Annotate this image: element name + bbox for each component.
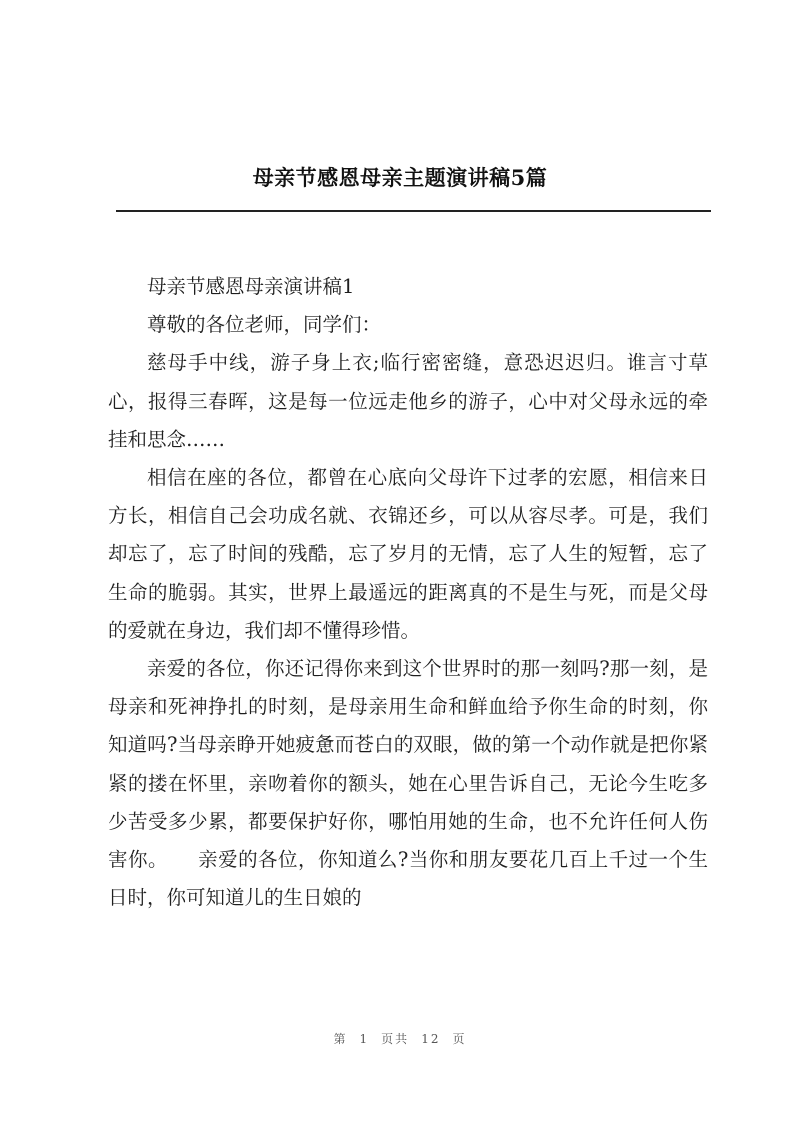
body-paragraph: 相信在座的各位，都曾在心底向父母许下过孝的宏愿，相信来日方长，相信自己会功成名就、衣锦还乡，可以从容尽孝。可是，我们却忘了，忘了时间的残酷，忘了岁月的无情，忘了人生的短暂，忘了生命的脆弱。其实，世界上最遥远的距离真的不是生与死，而是父母的爱就在身边，我们却不懂得珍惜。	[108, 466, 708, 642]
title-underline	[116, 210, 711, 212]
page-label-prefix: 第	[333, 1032, 348, 1046]
page-label-mid: 页共	[381, 1032, 410, 1046]
total-pages-number: 12	[421, 1032, 441, 1046]
speech-heading: 母亲节感恩母亲演讲稿1	[147, 275, 355, 298]
page-label-suffix: 页	[452, 1032, 467, 1046]
document-title: 母亲节感恩母亲主题演讲稿5篇	[252, 165, 548, 190]
document-body	[108, 268, 708, 917]
body-paragraph: 亲爱的各位，你还记得你来到这个世界时的那一刻吗?那一刻，是母亲和死神挣扎的时刻，是母亲用生命和鲜血给予你生命的时刻，你知道吗?当母亲睁开她疲惫而苍白的双眼，做的第一个动作就是把你紧紧的搂在怀里，亲吻着你的额头，她在心里告诉自己，无论今生吃多少苦受多少累，都要保护好你，哪怕用她的生命，也不允许任何人伤害你。 亲爱的各位，你知道么?当你和朋友要花几百上千过一个生日时，你可知道儿的生日娘的	[108, 657, 708, 910]
current-page-number: 1	[359, 1032, 370, 1046]
body-paragraph: 慈母手中线，游子身上衣;临行密密缝，意恐迟迟归。谁言寸草心，报得三春晖，这是每一位远走他乡的游子，心中对父母永远的牵挂和思念……	[108, 351, 708, 451]
page-footer	[0, 1030, 800, 1047]
salutation: 尊敬的各位老师，同学们：	[147, 313, 382, 337]
